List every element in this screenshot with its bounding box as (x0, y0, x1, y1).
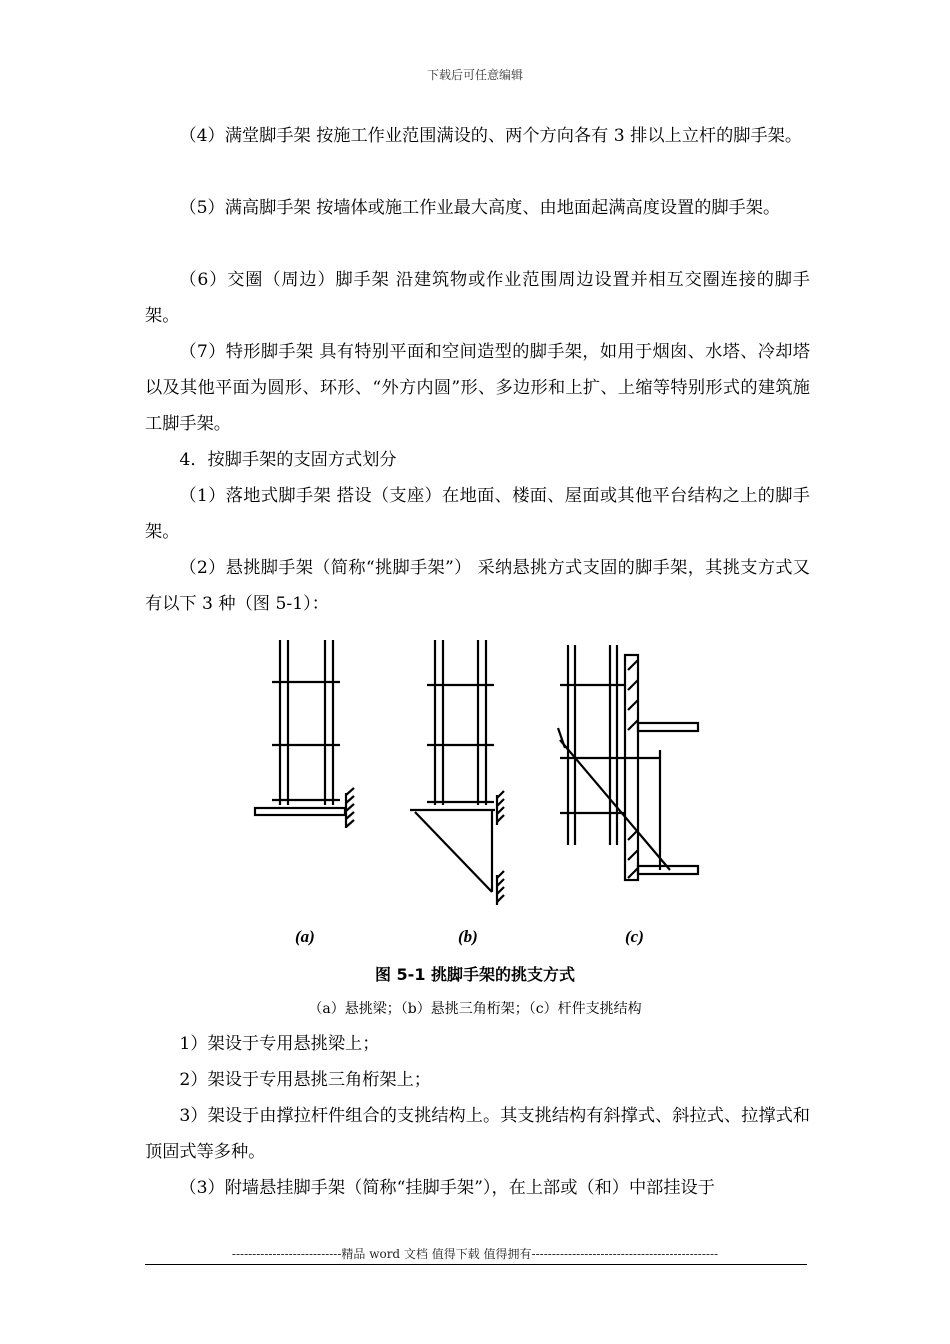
figure-label-a: (a) (295, 927, 315, 946)
list-item-1: 1）架设于专用悬挑梁上； (179, 1034, 380, 1054)
list-item-2: 2）架设于专用悬挑三角桁架上； (179, 1070, 431, 1090)
figure-caption: （a）悬挑梁；（b）悬挑三角桁架；（c）杆件支挑结构 (308, 1001, 642, 1017)
diagram-a (255, 640, 354, 828)
paragraph-full-hall-scaffold: （4）满堂脚手架 按施工作业范围满设的、两个方向各有 3 排以上立杆的脚手架。 (179, 126, 803, 146)
paragraph-full-height-scaffold: （5）满高脚手架 按墙体或施工作业最大高度、由地面起满高度设置的脚手架。 (179, 198, 781, 218)
diagram-b (410, 640, 504, 905)
footer-divider (145, 1264, 807, 1265)
paragraph-wall-hung-scaffold: （3）附墙悬挂脚手架（简称“挂脚手架”），在上部或（和）中部挂设于 (179, 1178, 715, 1198)
page-footer: ---------------------------精品 word 文档 值得下载 值得拥有---------------------------------------------- (231, 1247, 719, 1261)
paragraph-perimeter-scaffold: （6）交圈（周边）脚手架 沿建筑物或作业范围周边设置并相互交圈连接的脚手架。 (145, 270, 810, 326)
page-header: 下载后可任意编辑 (426, 68, 523, 82)
figure-title: 图 5-1 挑脚手架的挑支方式 (374, 965, 576, 984)
section-heading-support-method: 4．按脚手架的支固方式划分 (179, 450, 397, 470)
diagram-c (558, 645, 698, 880)
figure-cantilever-scaffold-diagram (240, 630, 720, 950)
list-item-3: 3）架设于由撑拉杆件组合的支挑结构上。其支挑结构有斜撑式、斜拉式、拉撑式和顶固式等多种。 (145, 1106, 810, 1162)
paragraph-cantilever-scaffold: （2）悬挑脚手架（简称“挑脚手架”） 采纳悬挑方式支固的脚手架，其挑支方式又有以下 3 种（图 5-1）： (145, 558, 810, 614)
paragraph-floor-scaffold: （1）落地式脚手架 搭设（支座）在地面、楼面、屋面或其他平台结构之上的脚手架。 (145, 486, 810, 542)
paragraph-special-scaffold: （7）特形脚手架 具有特别平面和空间造型的脚手架，如用于烟囱、水塔、冷却塔以及其他平面为圆形、环形、“外方内圆”形、多边形和上扩、上缩等特别形式的建筑施工脚手架。 (145, 342, 810, 434)
figure-label-b: (b) (458, 927, 478, 946)
figure-label-c: (c) (625, 927, 644, 946)
